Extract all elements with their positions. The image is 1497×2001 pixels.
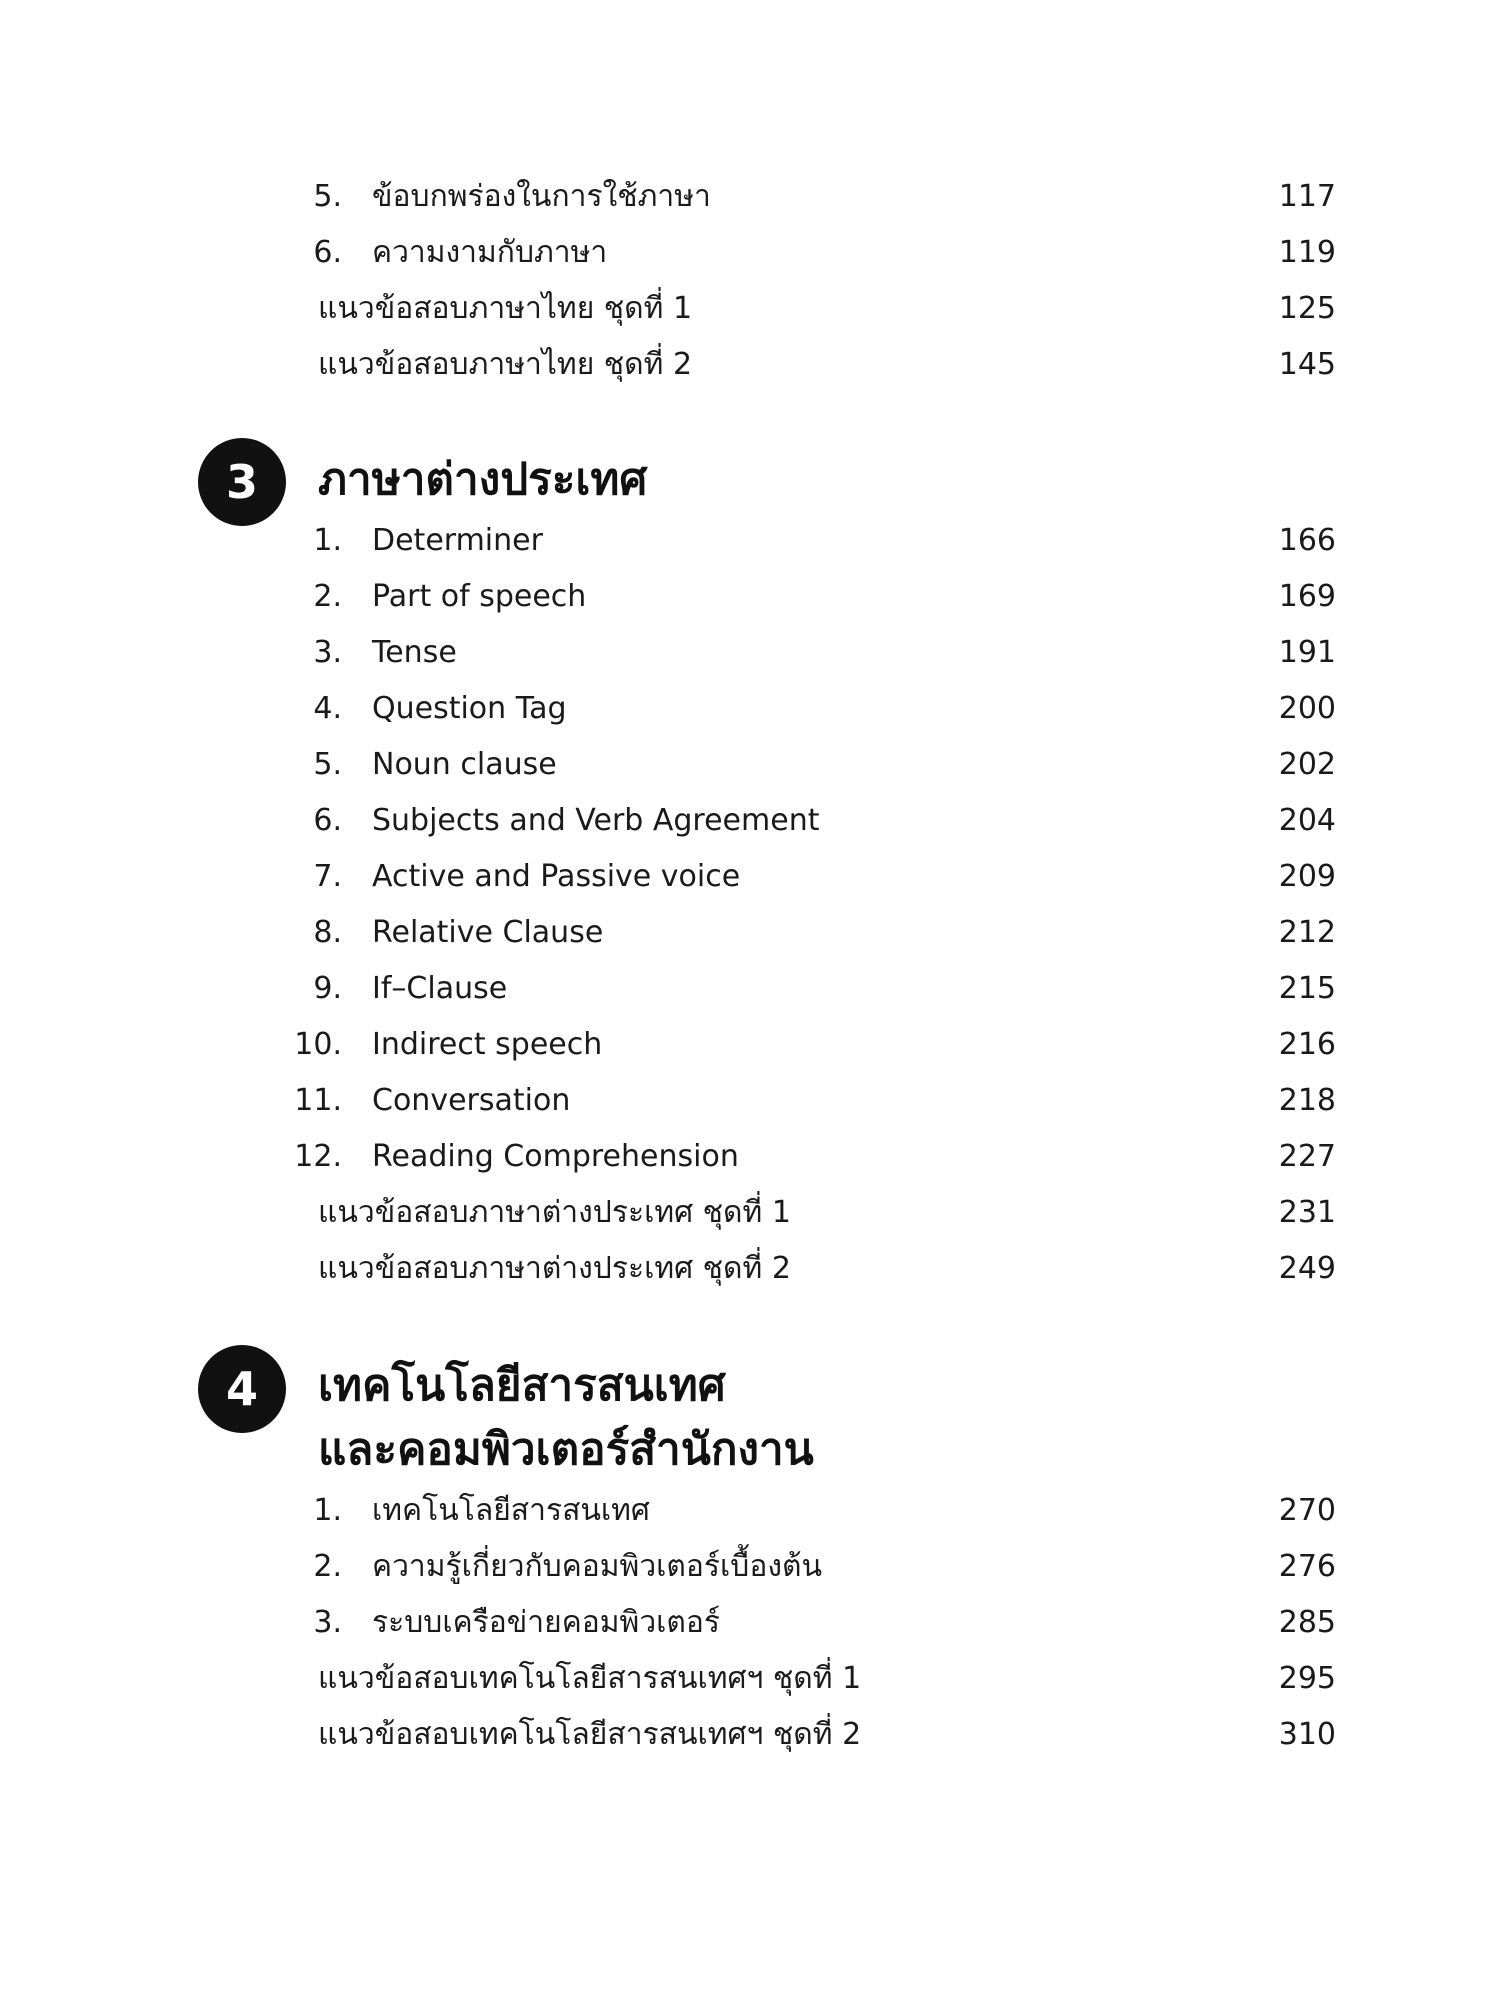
entry-title: ข้อบกพร่องในการใช้ภาษา: [372, 179, 711, 214]
entry-page-number: 200: [1278, 691, 1336, 726]
entry-title: เทคโนโลยีสารสนเทศ: [372, 1493, 650, 1528]
toc-entry[interactable]: [0, 796, 1497, 846]
section-title: เทคโนโลยีสารสนเทศ: [318, 1360, 726, 1411]
entry-number: 3.: [313, 1605, 342, 1640]
entry-page-number: 209: [1278, 859, 1336, 894]
entry-number: 6.: [313, 235, 342, 270]
toc-entry[interactable]: [0, 1132, 1497, 1182]
entry-title: Conversation: [372, 1083, 571, 1118]
entry-number: 11.: [294, 1083, 342, 1118]
entry-page-number: 216: [1278, 1027, 1336, 1062]
entry-number: 7.: [313, 859, 342, 894]
toc-entry[interactable]: [0, 1486, 1497, 1536]
entry-title: Noun clause: [372, 747, 557, 782]
entry-title: Subjects and Verb Agreement: [372, 803, 820, 838]
toc-entry[interactable]: [0, 628, 1497, 678]
entry-page-number: 310: [1278, 1717, 1336, 1752]
entry-number: 5.: [313, 179, 342, 214]
entry-number: 1.: [313, 523, 342, 558]
toc-entry[interactable]: [0, 228, 1497, 278]
entry-title: แนวข้อสอบภาษาไทย ชุดที่ 1: [318, 291, 693, 326]
entry-title: Reading Comprehension: [372, 1139, 739, 1174]
toc-entry[interactable]: [0, 964, 1497, 1014]
entry-page-number: 285: [1278, 1605, 1336, 1640]
entry-page-number: 191: [1278, 635, 1336, 670]
toc-entry[interactable]: [0, 1076, 1497, 1126]
entry-title: Tense: [372, 635, 457, 670]
entry-page-number: 215: [1278, 971, 1336, 1006]
entry-number: 3.: [313, 635, 342, 670]
entry-page-number: 117: [1278, 179, 1336, 214]
entry-page-number: 218: [1278, 1083, 1336, 1118]
toc-entry[interactable]: [0, 172, 1497, 222]
toc-entry[interactable]: [0, 1020, 1497, 1070]
entry-page-number: 202: [1278, 747, 1336, 782]
entry-number: 6.: [313, 803, 342, 838]
entry-title: แนวข้อสอบเทคโนโลยีสารสนเทศฯ ชุดที่ 2: [318, 1717, 862, 1752]
entry-page-number: 231: [1278, 1195, 1336, 1230]
entry-title: ระบบเครือข่ายคอมพิวเตอร์: [372, 1605, 721, 1640]
toc-entry[interactable]: [0, 1188, 1497, 1238]
toc-entry[interactable]: [0, 284, 1497, 334]
toc-entry[interactable]: [0, 1542, 1497, 1592]
entry-title: Relative Clause: [372, 915, 604, 950]
entry-page-number: 295: [1278, 1661, 1336, 1696]
section-title-line-2: และคอมพิวเตอร์สำนักงาน: [318, 1424, 814, 1475]
toc-entry[interactable]: [0, 1598, 1497, 1648]
entry-number: 8.: [313, 915, 342, 950]
toc-entry[interactable]: [0, 340, 1497, 390]
toc-entry[interactable]: [0, 908, 1497, 958]
toc-entry[interactable]: [0, 572, 1497, 622]
entry-page-number: 249: [1278, 1251, 1336, 1286]
entry-title: Part of speech: [372, 579, 587, 614]
entry-title: Indirect speech: [372, 1027, 603, 1062]
toc-entry[interactable]: [0, 740, 1497, 790]
entry-page-number: 212: [1278, 915, 1336, 950]
entry-number: 4.: [313, 691, 342, 726]
entry-title: ความรู้เกี่ยวกับคอมพิวเตอร์เบื้องต้น: [372, 1549, 822, 1584]
entry-page-number: 119: [1278, 235, 1336, 270]
entry-number: 10.: [294, 1027, 342, 1062]
entry-title: Question Tag: [372, 691, 567, 726]
entry-page-number: 276: [1278, 1549, 1336, 1584]
entry-title: ความงามกับภาษา: [372, 235, 608, 270]
toc-entry[interactable]: [0, 1710, 1497, 1760]
entry-page-number: 169: [1278, 579, 1336, 614]
entry-number: 9.: [313, 971, 342, 1006]
entry-page-number: 270: [1278, 1493, 1336, 1528]
entry-title: แนวข้อสอบภาษาต่างประเทศ ชุดที่ 1: [318, 1195, 791, 1230]
entry-title: Determiner: [372, 523, 543, 558]
toc-entry[interactable]: [0, 1244, 1497, 1294]
section-number-badge: 4: [198, 1345, 286, 1433]
entry-title: แนวข้อสอบเทคโนโลยีสารสนเทศฯ ชุดที่ 1: [318, 1661, 862, 1696]
entry-number: 5.: [313, 747, 342, 782]
entry-page-number: 125: [1278, 291, 1336, 326]
toc-entry[interactable]: [0, 516, 1497, 566]
entry-number: 12.: [294, 1139, 342, 1174]
entry-title: Active and Passive voice: [372, 859, 741, 894]
entry-title: แนวข้อสอบภาษาไทย ชุดที่ 2: [318, 347, 693, 382]
toc-entry[interactable]: [0, 684, 1497, 734]
toc-entry[interactable]: [0, 1654, 1497, 1704]
entry-page-number: 227: [1278, 1139, 1336, 1174]
section-title: ภาษาต่างประเทศ: [318, 454, 648, 505]
entry-title: If–Clause: [372, 971, 508, 1006]
entry-number: 2.: [313, 1549, 342, 1584]
entry-page-number: 204: [1278, 803, 1336, 838]
entry-number: 1.: [313, 1493, 342, 1528]
section-number-badge: 3: [198, 438, 286, 526]
entry-title: แนวข้อสอบภาษาต่างประเทศ ชุดที่ 2: [318, 1251, 791, 1286]
entry-number: 2.: [313, 579, 342, 614]
toc-entry[interactable]: [0, 852, 1497, 902]
entry-page-number: 145: [1278, 347, 1336, 382]
entry-page-number: 166: [1278, 523, 1336, 558]
